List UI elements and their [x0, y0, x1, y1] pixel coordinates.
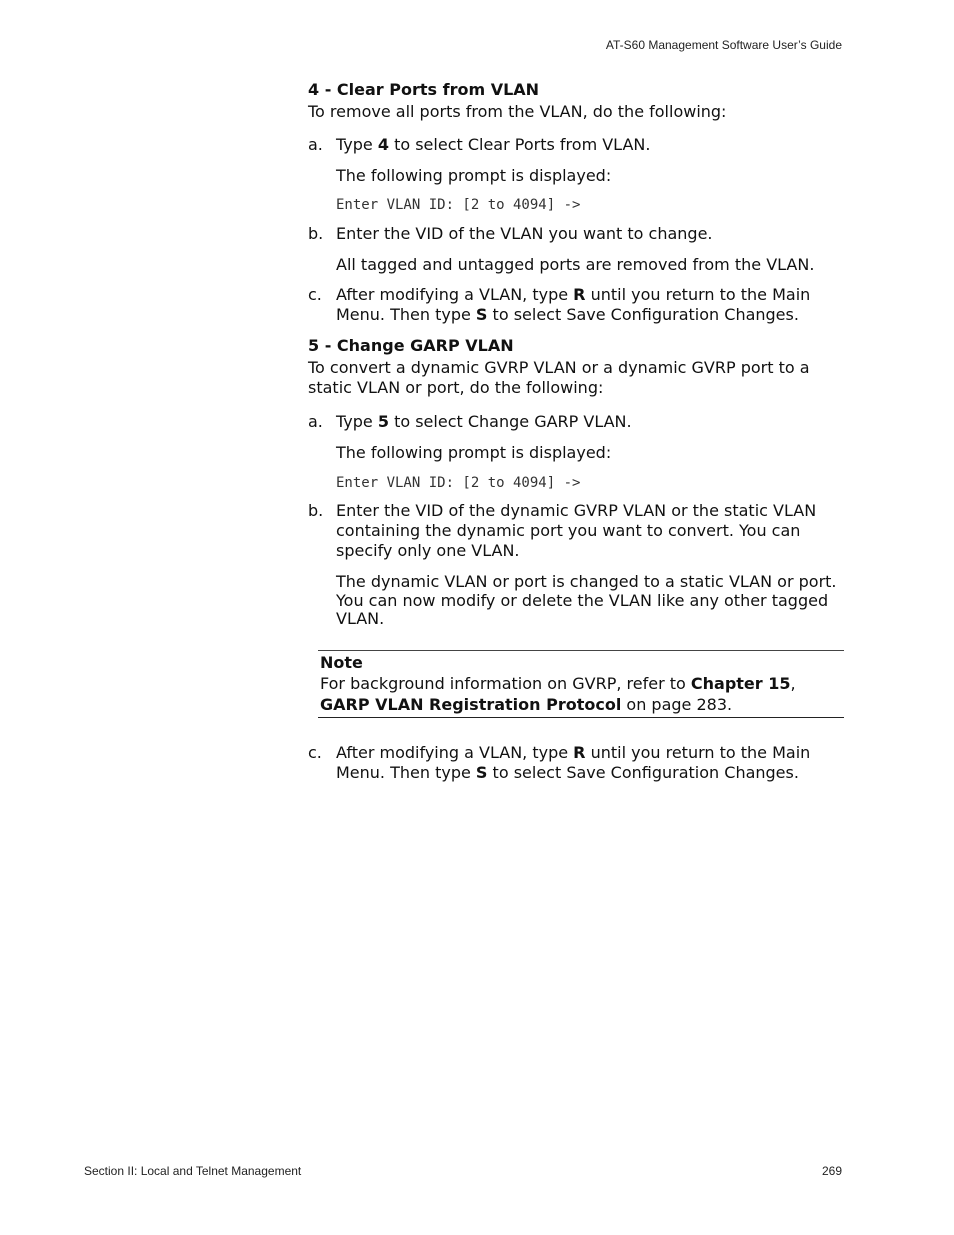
step-text: Enter the VID of the dynamic GVRP VLAN or the static VLAN containing the dynamic port you want to convert. You can specify only one VLAN. [336, 501, 817, 560]
note-box [318, 650, 844, 718]
step-text: Type 5 to select Change GARP VLAN. [336, 412, 632, 431]
section-heading-clear-ports: 4 - Clear Ports from VLAN [308, 80, 540, 99]
page-number: 269 [821, 1164, 842, 1178]
key-5: 5 [377, 412, 389, 431]
step-result: All tagged and untagged ports are removed from the VLAN. [336, 255, 815, 274]
step-label: c. [308, 743, 322, 762]
section-heading-change-garp: 5 - Change GARP VLAN [308, 336, 514, 355]
prompt-intro: The following prompt is displayed: [336, 166, 612, 185]
key-4: 4 [377, 135, 389, 154]
chapter-ref: Chapter 15 [690, 674, 791, 693]
step-label: b. [308, 224, 324, 243]
prompt-code: Enter VLAN ID: [2 to 4094] -> [336, 475, 581, 491]
prompt-intro: The following prompt is displayed: [336, 443, 612, 462]
step-text: Type 4 to select Clear Ports from VLAN. [336, 135, 651, 154]
step-label: b. [308, 501, 324, 520]
step-text: Enter the VID of the VLAN you want to change. [336, 224, 713, 243]
step-label: c. [308, 285, 322, 304]
note-text: For background information on GVRP, refer to Chapter 15, GARP VLAN Registration Protocol on page 283. [320, 674, 796, 714]
step-result: The dynamic VLAN or port is changed to a static VLAN or port. You can now modify or delete the VLAN like any other tagged VLAN. [336, 572, 837, 628]
step-text: After modifying a VLAN, type R until you return to the Main Menu. Then type S to select Save Configuration Changes. [336, 743, 811, 782]
step-text: After modifying a VLAN, type R until you return to the Main Menu. Then type S to select Save Configuration Changes. [336, 285, 811, 324]
running-header: AT-S60 Management Software User’s Guide [605, 38, 842, 52]
step-label: a. [308, 135, 323, 154]
protocol-ref: GARP VLAN Registration Protocol [320, 695, 622, 714]
section-intro: To remove all ports from the VLAN, do the following: [308, 102, 727, 121]
prompt-code: Enter VLAN ID: [2 to 4094] -> [336, 197, 581, 213]
note-title: Note [320, 653, 363, 672]
step-label: a. [308, 412, 323, 431]
section-intro: To convert a dynamic GVRP VLAN or a dynamic GVRP port to a static VLAN or port, do the following: [308, 358, 810, 397]
footer-section: Section II: Local and Telnet Management [84, 1164, 302, 1178]
